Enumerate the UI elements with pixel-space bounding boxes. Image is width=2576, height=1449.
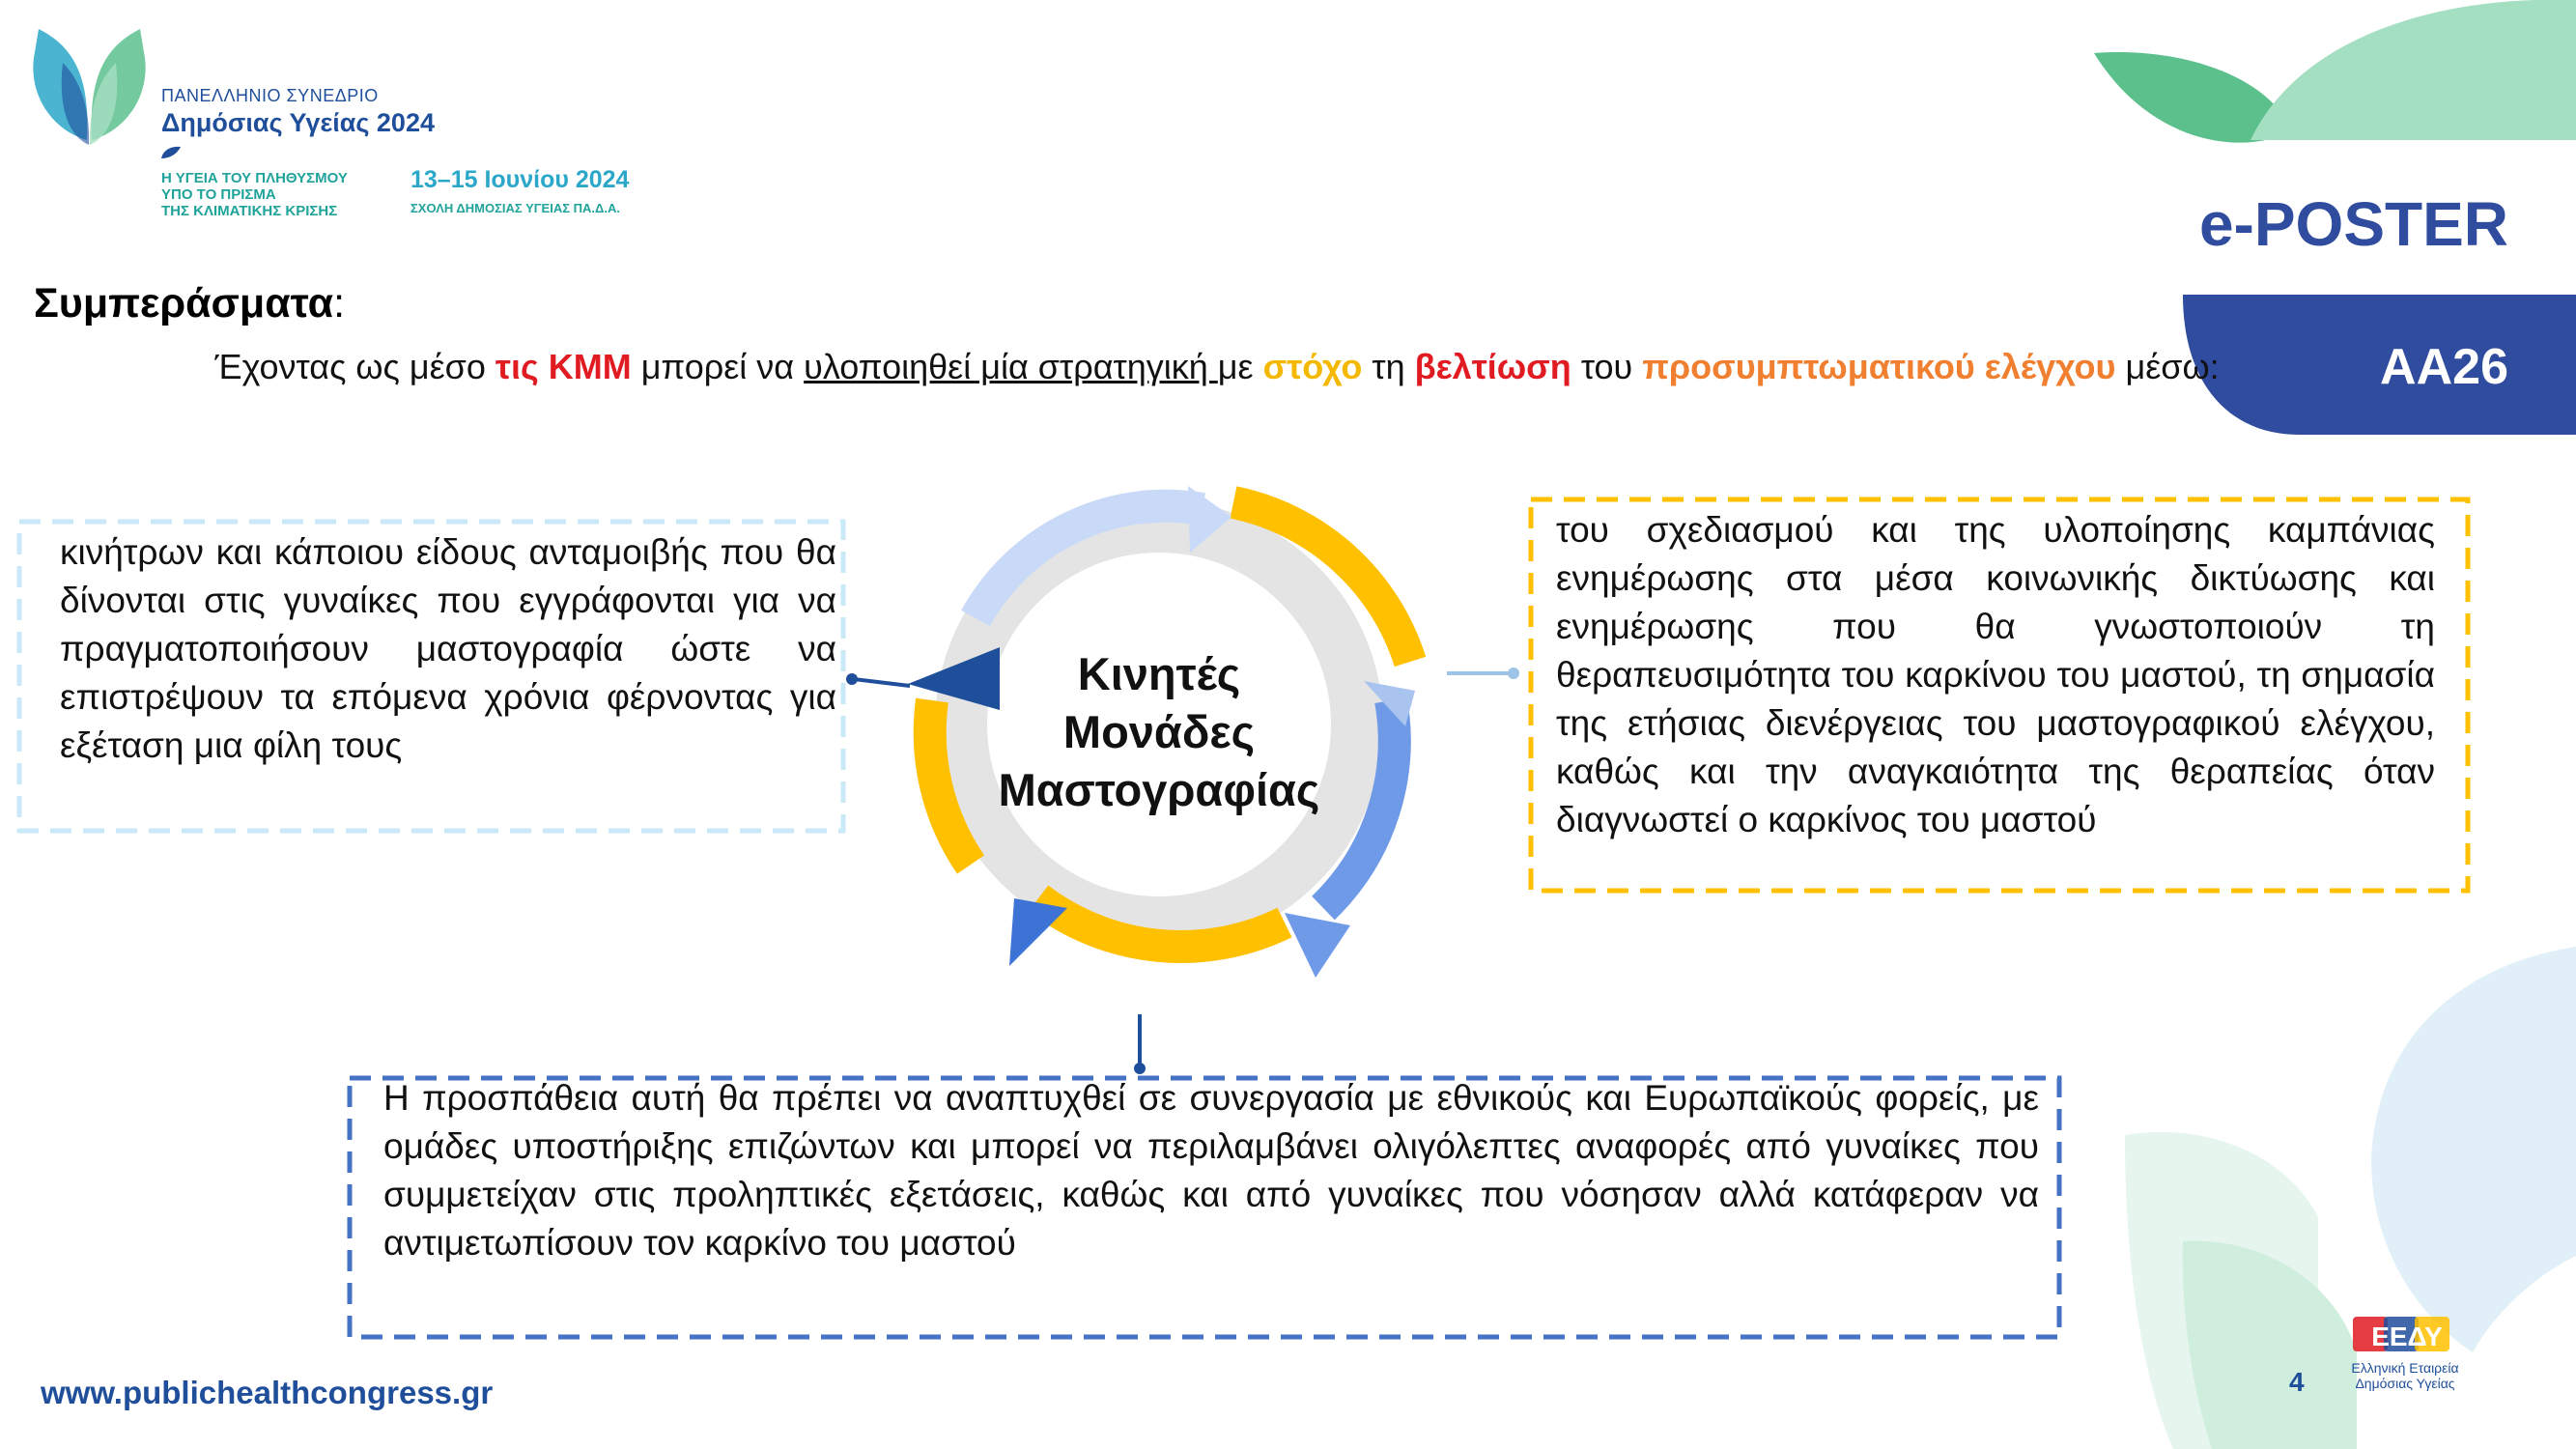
congress-school: ΣΧΟΛΗ ΔΗΜΟΣΙΑΣ ΥΓΕΙΑΣ ΠΑ.Δ.Α. bbox=[410, 201, 620, 215]
center-label: Κινητές Μονάδες Μαστογραφίας bbox=[998, 648, 1320, 815]
website-link[interactable]: www.publichealthcongress.gr bbox=[41, 1375, 494, 1410]
bottom-connector-dot bbox=[1134, 1063, 1146, 1074]
congress-theme: Η ΥΓΕΙΑ ΤΟΥ ΠΛΗΘΥΣΜΟΥ ΥΠΟ ΤΟ ΠΡΙΣΜΑ ΤΗΣ ΚΛΙΜΑΤΙΚΗΣ ΚΡΙΣΗΣ bbox=[161, 170, 348, 219]
bottom-box-text: Η προσπάθεια αυτή θα πρέπει να αναπτυχθεί σε συνεργασία με εθνικούς και Ευρωπαϊκούς φορείς, με ομάδες υποστήριξης επιζώντων και μπορεί να περιλαμβάνει ολιγόλεπτες αναφορές από γυναίκες που συμμετείχαν στις προληπτικές εξετάσεις, καθώς και από γυναίκες που νόσησαν αλλά κατάφεραν να αντιμετωπίσουν τον καρκίνο του μαστού bbox=[383, 1078, 2039, 1263]
left-connector-dot bbox=[846, 673, 858, 685]
page-number: 4 bbox=[2289, 1367, 2305, 1397]
blue-arrowhead bbox=[1285, 913, 1350, 978]
eedy-logo-text: ΕΕΔΥ bbox=[2371, 1321, 2443, 1351]
intro-sentence: Έχοντας ως μέσο τις ΚΜΜ μπορεί να υλοποιηθεί μία στρατηγική με στόχο τη βελτίωση του προσυμπτωματικού ελέγχου μέσω: bbox=[214, 347, 2220, 386]
right-connector-dot bbox=[1508, 668, 1519, 679]
eedy-name: Ελληνική Εταιρεία Δημόσιας Υγείας bbox=[2351, 1360, 2459, 1391]
right-box-text: του σχεδιασμού και της υλοποίησης καμπάνιας ενημέρωσης στα μέσα κοινωνικής δικτύωσης και ενημέρωσης που θα γνωστοποιούν τη θεραπευσιμότητα του καρκίνου του μαστού, τη σημασία της ετήσιας διενέργειας του μαστογραφικού ελέγχου, καθώς και την αναγκαιότητα της θεραπείας όταν διαγνωστεί ο καρκίνος του μαστού bbox=[1556, 510, 2435, 839]
congress-dates: 13–15 Ιουνίου 2024 bbox=[410, 166, 630, 193]
left-box-text: κινήτρων και κάποιου είδους ανταμοιβής που θα δίνονται στις γυναίκες που εγγράφονται για να πραγματοποιήσουν μαστογραφία ώστε να επιστρέψουν τα επόμενα χρόνια φέρνοντας για εξέταση μια φίλη τους bbox=[60, 532, 836, 765]
congress-title-line2: Δημόσιας Υγείας 2024 bbox=[161, 108, 435, 137]
eposter-label: e-POSTER bbox=[2198, 189, 2508, 259]
eedy-logo bbox=[2349, 1309, 2465, 1359]
left-connector bbox=[854, 679, 910, 686]
section-title: Συμπεράσματα: bbox=[34, 280, 346, 327]
bottom-arrowhead bbox=[1009, 898, 1067, 966]
poster-code: AA26 bbox=[2380, 339, 2508, 395]
congress-title-line1: ΠΑΝΕΛΛΗΝΙΟ ΣΥΝΕΔΡΙΟ bbox=[161, 86, 379, 105]
